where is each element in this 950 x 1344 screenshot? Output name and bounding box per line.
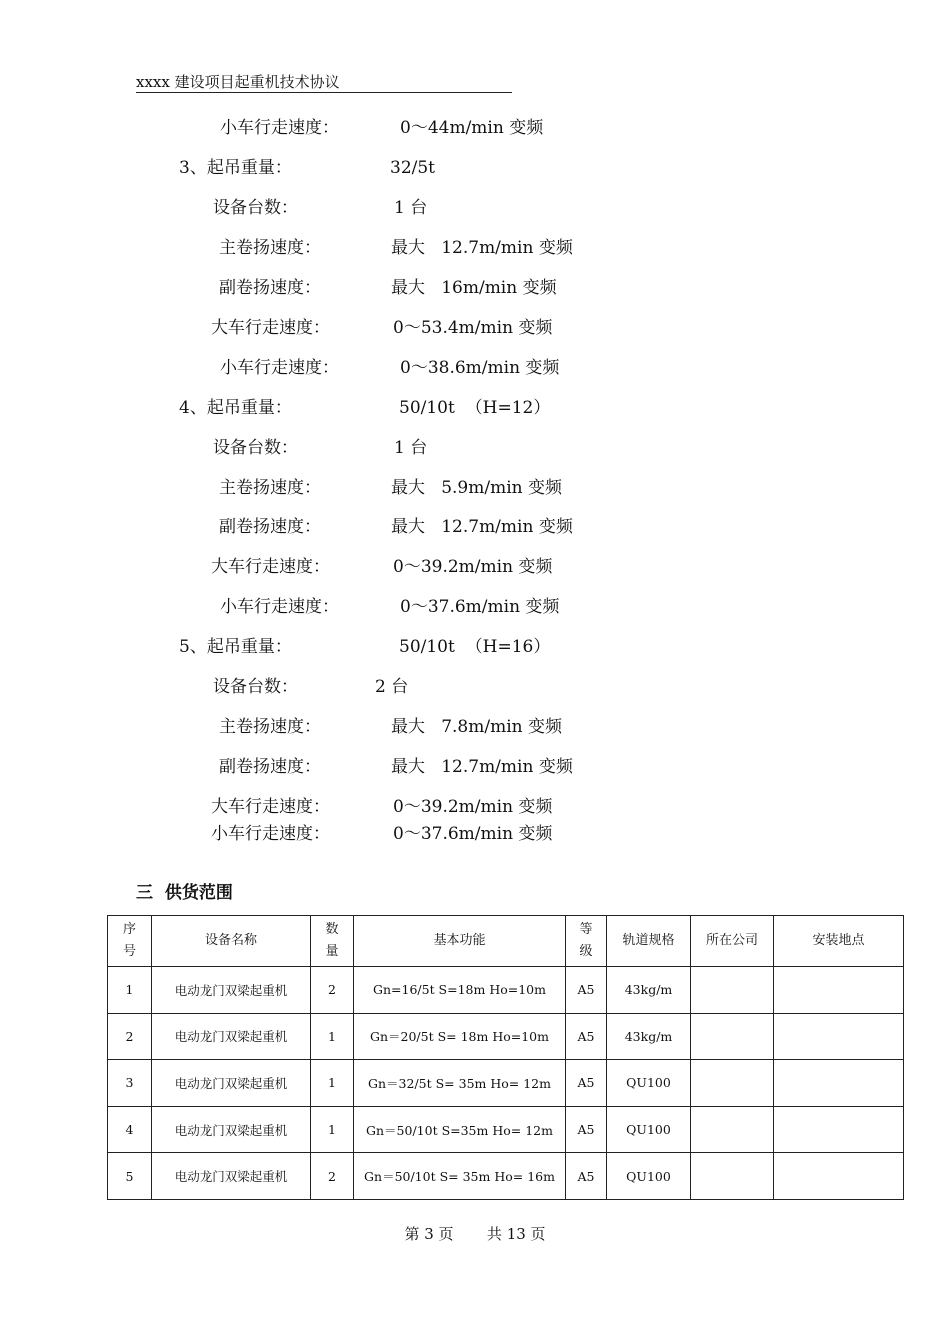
cell-seq: 4 xyxy=(108,1106,152,1153)
spec-value: 最大 5.9m/min 变频 xyxy=(391,478,563,498)
spec-row xyxy=(0,755,950,779)
spec-row xyxy=(0,595,950,619)
column-header-function: 基本功能 xyxy=(354,916,566,967)
spec-value: 最大 7.8m/min 变频 xyxy=(391,717,563,737)
spec-row xyxy=(0,795,950,819)
page-number: 第 3 页 xyxy=(404,1225,454,1243)
spec-row xyxy=(0,156,950,180)
table-row xyxy=(108,1013,904,1060)
spec-value: 32/5t xyxy=(390,158,436,178)
cell-name: 电动龙门双梁起重机 xyxy=(152,1106,311,1153)
spec-row xyxy=(0,515,950,539)
cell-company xyxy=(691,1153,774,1200)
cell-grade: A5 xyxy=(566,1106,607,1153)
cell-grade: A5 xyxy=(566,1060,607,1107)
column-header-name: 设备名称 xyxy=(152,916,311,967)
cell-location xyxy=(774,1153,904,1200)
table-row xyxy=(108,1153,904,1200)
spec-label: 大车行走速度： xyxy=(211,557,330,577)
cell-grade: A5 xyxy=(566,1013,607,1060)
table-row xyxy=(108,1060,904,1107)
spec-label: 小车行走速度： xyxy=(220,118,339,138)
spec-value: 50/10t （H=16） xyxy=(399,637,551,657)
document-header-title: xxxx 建设项目起重机技术协议 xyxy=(136,73,340,91)
table-header-row xyxy=(108,916,904,967)
spec-row xyxy=(0,436,950,460)
spec-value: 0～44m/min 变频 xyxy=(400,118,544,138)
spec-label: 小车行走速度： xyxy=(220,597,339,617)
spec-value: 0～37.6m/min 变频 xyxy=(400,597,560,617)
spec-value: 最大 12.7m/min 变频 xyxy=(391,238,573,258)
spec-label: 3、起吊重量： xyxy=(179,158,292,178)
spec-value: 0～39.2m/min 变频 xyxy=(393,797,553,817)
spec-label: 设备台数： xyxy=(213,677,298,697)
column-header-qty: 数 量 xyxy=(311,916,354,967)
spec-value: 最大 16m/min 变频 xyxy=(391,278,557,298)
cell-rail: 43kg/m xyxy=(607,967,691,1014)
spec-row xyxy=(0,396,950,420)
page-footer xyxy=(0,1224,950,1244)
cell-rail: QU100 xyxy=(607,1153,691,1200)
spec-label: 4、起吊重量： xyxy=(179,398,292,418)
spec-row xyxy=(0,236,950,260)
spec-value: 1 台 xyxy=(394,438,428,458)
spec-label: 小车行走速度： xyxy=(211,824,330,844)
cell-function: Gn=16/5t S=18m Ho=10m xyxy=(354,967,566,1014)
spec-row xyxy=(0,316,950,340)
spec-value: 0～38.6m/min 变频 xyxy=(400,358,560,378)
cell-company xyxy=(691,1013,774,1060)
column-header-grade: 等 级 xyxy=(566,916,607,967)
spec-value: 0～39.2m/min 变频 xyxy=(393,557,553,577)
cell-rail: 43kg/m xyxy=(607,1013,691,1060)
spec-row xyxy=(0,555,950,579)
spec-row xyxy=(0,276,950,300)
cell-name: 电动龙门双梁起重机 xyxy=(152,1060,311,1107)
section-title: 三 供货范围 xyxy=(136,883,233,903)
spec-value: 0～53.4m/min 变频 xyxy=(393,318,553,338)
spec-row xyxy=(0,675,950,699)
cell-seq: 3 xyxy=(108,1060,152,1107)
cell-function: Gn＝50/10t S=35m Ho= 12m xyxy=(354,1106,566,1153)
cell-qty: 1 xyxy=(311,1013,354,1060)
cell-function: Gn＝50/10t S= 35m Ho= 16m xyxy=(354,1153,566,1200)
spec-value: 最大 12.7m/min 变频 xyxy=(391,517,573,537)
spec-value: 2 台 xyxy=(375,677,409,697)
cell-location xyxy=(774,1013,904,1060)
spec-label: 主卷扬速度： xyxy=(219,717,321,737)
cell-company xyxy=(691,1060,774,1107)
table-row xyxy=(108,1106,904,1153)
spec-value: 最大 12.7m/min 变频 xyxy=(391,757,573,777)
spec-label: 主卷扬速度： xyxy=(219,478,321,498)
spec-row xyxy=(0,715,950,739)
cell-rail: QU100 xyxy=(607,1060,691,1107)
cell-location xyxy=(774,1060,904,1107)
spec-row xyxy=(0,822,950,846)
spec-label: 副卷扬速度： xyxy=(219,278,321,298)
spec-row xyxy=(0,196,950,220)
spec-label: 大车行走速度： xyxy=(211,797,330,817)
table-row xyxy=(108,967,904,1014)
spec-label: 主卷扬速度： xyxy=(219,238,321,258)
spec-row xyxy=(0,356,950,380)
cell-qty: 2 xyxy=(311,967,354,1014)
spec-value: 50/10t （H=12） xyxy=(399,398,551,418)
spec-label: 副卷扬速度： xyxy=(219,757,321,777)
spec-value: 0～37.6m/min 变频 xyxy=(393,824,553,844)
spec-label: 大车行走速度： xyxy=(211,318,330,338)
spec-row xyxy=(0,635,950,659)
cell-qty: 1 xyxy=(311,1060,354,1107)
cell-function: Gn＝32/5t S= 35m Ho= 12m xyxy=(354,1060,566,1107)
cell-grade: A5 xyxy=(566,1153,607,1200)
column-header-seq: 序 号 xyxy=(108,916,152,967)
cell-seq: 1 xyxy=(108,967,152,1014)
cell-seq: 5 xyxy=(108,1153,152,1200)
cell-location xyxy=(774,1106,904,1153)
cell-grade: A5 xyxy=(566,967,607,1014)
cell-seq: 2 xyxy=(108,1013,152,1060)
page-total: 共 13 页 xyxy=(486,1225,546,1243)
spec-row xyxy=(0,116,950,140)
cell-company xyxy=(691,967,774,1014)
cell-name: 电动龙门双梁起重机 xyxy=(152,967,311,1014)
spec-label: 设备台数： xyxy=(213,438,298,458)
column-header-company: 所在公司 xyxy=(691,916,774,967)
cell-location xyxy=(774,967,904,1014)
cell-rail: QU100 xyxy=(607,1106,691,1153)
column-header-rail: 轨道规格 xyxy=(607,916,691,967)
spec-label: 设备台数： xyxy=(213,198,298,218)
spec-label: 副卷扬速度： xyxy=(219,517,321,537)
column-header-location: 安装地点 xyxy=(774,916,904,967)
spec-row xyxy=(0,476,950,500)
cell-qty: 1 xyxy=(311,1106,354,1153)
spec-value: 1 台 xyxy=(394,198,428,218)
spec-label: 5、起吊重量： xyxy=(179,637,292,657)
cell-qty: 2 xyxy=(311,1153,354,1200)
cell-company xyxy=(691,1106,774,1153)
cell-name: 电动龙门双梁起重机 xyxy=(152,1013,311,1060)
cell-name: 电动龙门双梁起重机 xyxy=(152,1153,311,1200)
cell-function: Gn＝20/5t S= 18m Ho=10m xyxy=(354,1013,566,1060)
document-header xyxy=(136,72,512,93)
spec-label: 小车行走速度： xyxy=(220,358,339,378)
supply-scope-table xyxy=(107,915,904,1200)
